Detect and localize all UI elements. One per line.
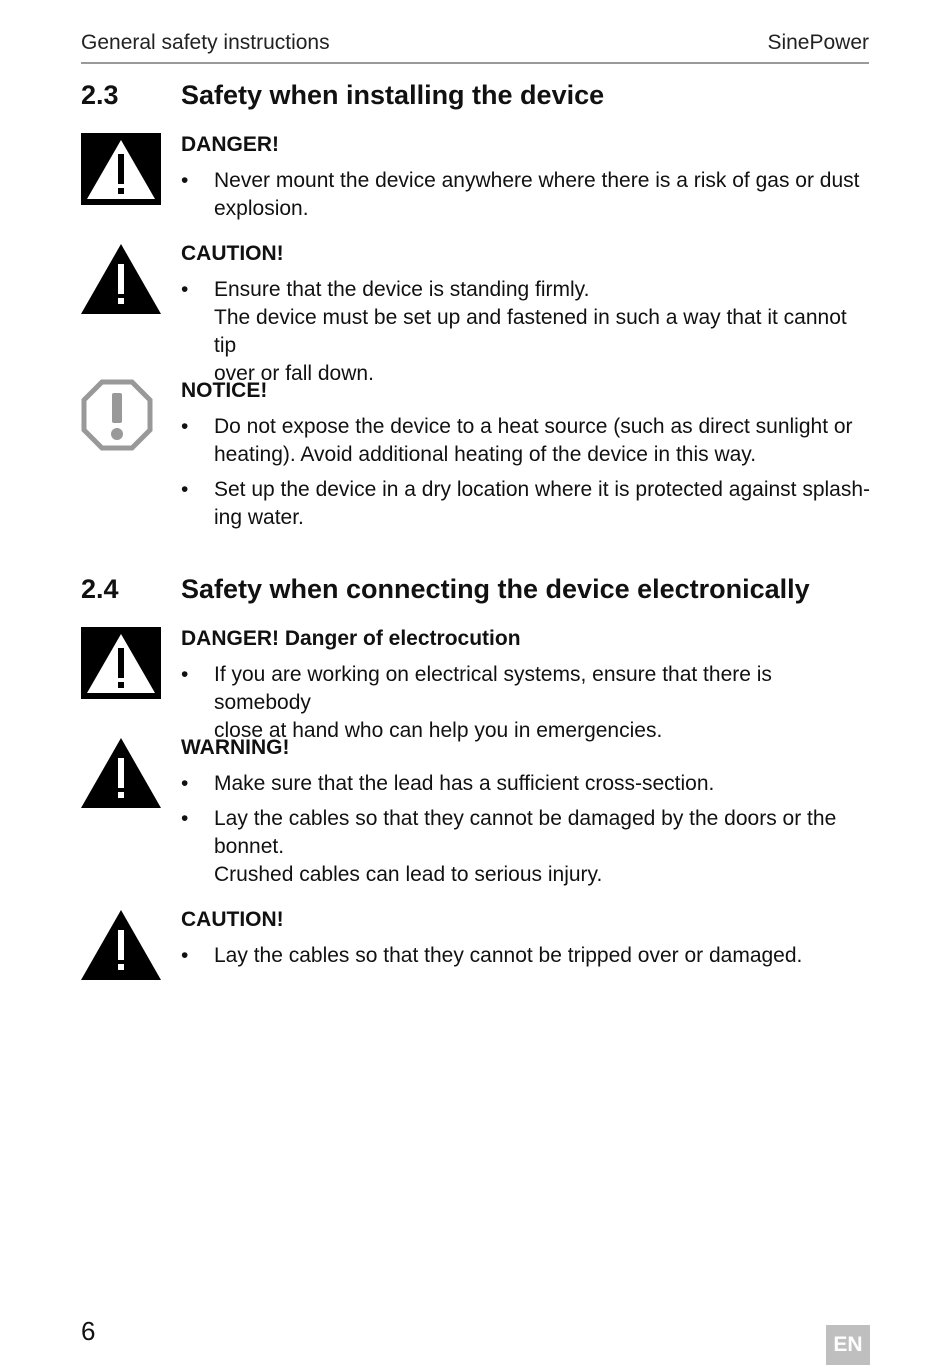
bullet: • [181, 807, 189, 830]
notice-list [181, 413, 871, 539]
danger-sign-icon [81, 133, 161, 205]
section-title: Safety when installing the device [181, 80, 605, 110]
list-item-text: ing water. [214, 506, 304, 529]
notice-label: NOTICE! [181, 379, 268, 402]
list-item-text: explosion. [214, 197, 309, 220]
list-item-text: heating). Avoid additional heating of the device in this way. [214, 443, 757, 466]
list-item-text: Ensure that the device is standing firmly. [214, 278, 590, 301]
page-number: 6 [81, 1316, 96, 1346]
notice-list [181, 942, 871, 977]
bullet: • [181, 478, 189, 501]
list-item [181, 167, 871, 223]
list-item [181, 805, 871, 889]
bullet: • [181, 944, 189, 967]
list-item-text: Lay the cables so that they cannot be tripped over or damaged. [214, 944, 803, 967]
list-item [181, 276, 871, 388]
header-product-name: SinePower [767, 31, 869, 54]
warning-triangle-icon [81, 908, 161, 980]
danger-sign-icon [81, 627, 161, 699]
bullet: • [181, 772, 189, 795]
bullet: • [181, 663, 189, 686]
list-item-text: Set up the device in a dry location where it is protected against splash- [214, 478, 871, 501]
warning-triangle-icon [81, 242, 161, 314]
list-item-text: Do not expose the device to a heat source (such as direct sunlight or [214, 415, 853, 438]
list-item [181, 413, 871, 469]
notice-label: DANGER! [181, 133, 279, 156]
notice-list [181, 770, 871, 896]
list-item-text: bonnet. [214, 835, 285, 858]
notice-octagon-icon [81, 379, 153, 451]
notice-list [181, 276, 871, 395]
bullet: • [181, 415, 189, 438]
list-item-text: Lay the cables so that they cannot be damaged by the doors or the [214, 807, 837, 830]
list-item [181, 770, 871, 798]
notice-label: WARNING! [181, 736, 290, 759]
notice-label: DANGER! Danger of electrocution [181, 627, 521, 650]
list-item-text: The device must be set up and fastened in such a way that it cannot tip [214, 306, 847, 357]
bullet: • [181, 169, 189, 192]
page-header [81, 31, 869, 64]
list-item-text: Crushed cables can lead to serious injury. [214, 863, 603, 886]
notice-label: CAUTION! [181, 908, 284, 931]
list-item-text: close at hand who can help you in emergencies. [214, 719, 663, 742]
list-item-text: Never mount the device anywhere where there is a risk of gas or dust [214, 169, 860, 192]
bullet: • [181, 278, 189, 301]
section-number: 2.3 [81, 80, 119, 110]
language-badge: EN [826, 1325, 870, 1365]
header-section-title: General safety instructions [81, 31, 330, 54]
list-item [181, 476, 871, 532]
notice-list [181, 167, 871, 230]
notice-label: CAUTION! [181, 242, 284, 265]
section-number: 2.4 [81, 574, 119, 604]
section-title: Safety when connecting the device electronically [181, 574, 810, 604]
list-item-text: over or fall down. [214, 362, 374, 385]
list-item [181, 661, 871, 745]
warning-triangle-icon [81, 736, 161, 808]
list-item-text: If you are working on electrical systems, ensure that there is somebody [214, 663, 772, 714]
list-item-text: Make sure that the lead has a sufficient cross-section. [214, 772, 715, 795]
list-item [181, 942, 871, 970]
